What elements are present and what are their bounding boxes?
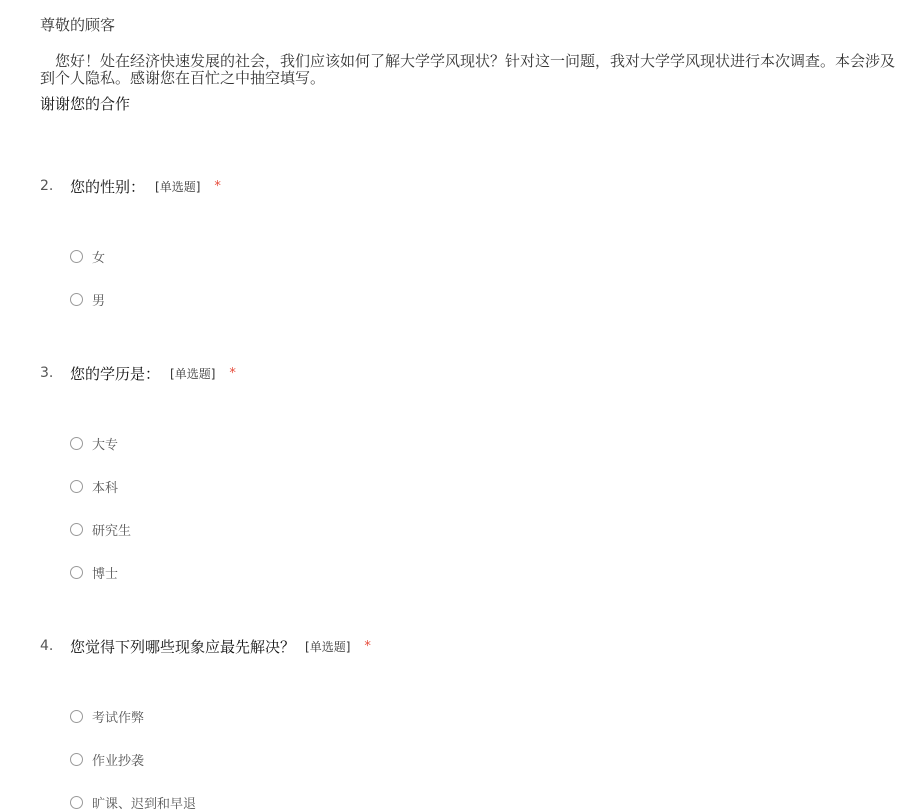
radio-button[interactable] xyxy=(70,796,83,809)
required-marker: * xyxy=(229,365,236,381)
question-type-tag: [单选题] xyxy=(305,639,351,654)
question-title: 您觉得下列哪些现象应最先解决？ xyxy=(70,637,296,656)
radio-button[interactable] xyxy=(70,710,83,723)
option-label: 大专 xyxy=(92,437,119,453)
option-label: 男 xyxy=(92,293,106,309)
question-number: 3. xyxy=(40,365,54,381)
question-number: 4. xyxy=(40,638,54,654)
option-absence-lateness[interactable] xyxy=(70,793,196,811)
radio-button[interactable] xyxy=(70,293,83,306)
question-priority-issue xyxy=(40,636,371,656)
radio-button[interactable] xyxy=(70,480,83,493)
option-bachelor[interactable] xyxy=(70,477,118,495)
option-label: 作业抄袭 xyxy=(92,753,145,769)
question-title: 您的学历是： xyxy=(70,364,161,383)
radio-button[interactable] xyxy=(70,250,83,263)
question-education xyxy=(40,363,236,383)
option-female[interactable] xyxy=(70,247,105,265)
option-doctorate[interactable] xyxy=(70,563,118,581)
option-exam-cheating[interactable] xyxy=(70,707,144,725)
question-gender xyxy=(40,176,221,196)
radio-button[interactable] xyxy=(70,753,83,766)
radio-button[interactable] xyxy=(70,523,83,536)
question-title: 您的性别： xyxy=(70,177,146,196)
option-label: 博士 xyxy=(92,566,119,582)
option-label: 女 xyxy=(92,250,106,266)
radio-button[interactable] xyxy=(70,566,83,579)
option-college[interactable] xyxy=(70,434,118,452)
option-label: 考试作弊 xyxy=(92,710,145,726)
option-label: 旷课、迟到和早退 xyxy=(92,796,197,812)
intro-paragraph: 您好！处在经济快速发展的社会，我们应该如何了解大学学风现状？针对这一问题，我对大学学风现状进行本次调查。本会涉及到个人隐私。感谢您在百忙之中抽空填写。 xyxy=(40,52,896,87)
radio-button[interactable] xyxy=(70,437,83,450)
option-homework-copying[interactable] xyxy=(70,750,144,768)
option-male[interactable] xyxy=(70,290,105,308)
question-type-tag: [单选题] xyxy=(170,366,216,381)
option-label: 本科 xyxy=(92,480,119,496)
thanks-text: 谢谢您的合作 xyxy=(40,95,131,113)
option-label: 研究生 xyxy=(92,523,132,539)
question-type-tag: [单选题] xyxy=(155,179,201,194)
required-marker: * xyxy=(214,178,221,194)
required-marker: * xyxy=(364,638,371,654)
question-number: 2. xyxy=(40,178,54,194)
greeting-text: 尊敬的顾客 xyxy=(40,16,116,34)
option-graduate[interactable] xyxy=(70,520,131,538)
